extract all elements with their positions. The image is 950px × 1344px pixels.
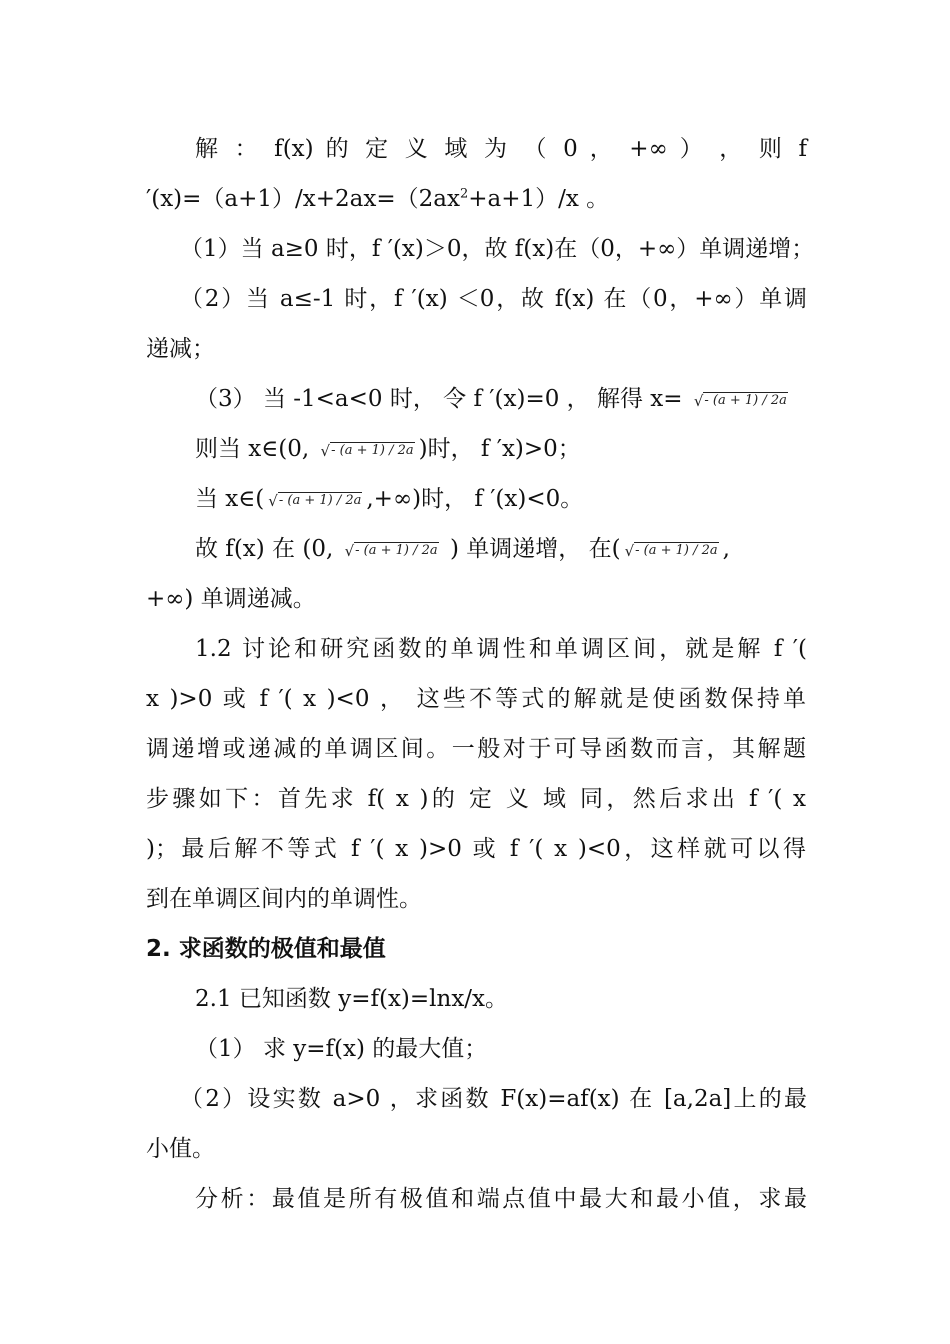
text-line (146, 184, 609, 214)
text-line (195, 384, 792, 414)
text-line (195, 434, 581, 464)
conclusion-text: 故 f(x) 在 (0, (195, 536, 334, 562)
sqrt-formula: √ - (a + 1) / 2a (268, 492, 362, 510)
text-line: 2.1 已知函数 y=f(x)=lnx/x。 (195, 986, 509, 1012)
sqrt-formula: √ - (a + 1) / 2a (320, 442, 414, 460)
interval-text: 则当 x∈(0, (195, 436, 310, 462)
text-line: 调递增或递减的单调区间。一般对于可导函数而言，其解题 (146, 736, 806, 762)
text-line: )；最后解不等式 f ′( x )>0 或 f ′( x )<0，这样就可以得 (146, 836, 806, 862)
superscript: 2 (459, 186, 469, 202)
sqrt-formula: √ - (a + 1) / 2a (693, 392, 787, 410)
conclusion-text-mid: ) 单调递增， 在( (449, 536, 621, 562)
conclusion-comma: , (722, 536, 730, 562)
text-line (195, 484, 583, 514)
text-line: 解 ： f(x) 的 定 义 域 为 （ 0 ， +∞ ） ， 则 f (195, 136, 807, 162)
text-line: 步骤如下：首先求 f( x )的 定 义 域 同，然后求出 f ′( x (146, 786, 806, 812)
text-line: （2）当 a≤-1 时，f ′(x) ＜0，故 f(x) 在（0，+∞）单调 (180, 286, 807, 312)
text-line (195, 534, 730, 564)
text-line: 分析：最值是所有极值和端点值中最大和最小值，求最 (195, 1186, 807, 1212)
text-line: x )>0 或 f ′( x )<0 ， 这些不等式的解就是使函数保持单 (146, 686, 806, 712)
text-line: 递减； (146, 336, 215, 362)
case-3-text: （3） 当 -1<a<0 时， 令 f ′(x)=0 ， 解得 x= (195, 386, 683, 412)
text-line: （1）当 a≥0 时，f ′(x)＞0，故 f(x)在（0，+∞）单调递增； (180, 236, 815, 262)
sqrt-formula: √ - (a + 1) / 2a (624, 542, 718, 560)
text-line: 小值。 (146, 1136, 215, 1162)
text-line: +∞) 单调递减。 (146, 586, 316, 612)
interval-text: 当 x∈( (195, 486, 265, 512)
derivative-formula-tail: +a+1）/x 。 (468, 186, 610, 212)
section-heading: 2. 求函数的极值和最值 (146, 936, 386, 962)
text-line: 1.2 讨论和研究函数的单调性和单调区间，就是解 f ′( (195, 636, 807, 662)
text-line: 到在单调区间内的单调性。 (146, 886, 422, 912)
text-line: （2）设实数 a>0 ，求函数 F(x)=af(x) 在 [a,2a]上的最 (180, 1086, 807, 1112)
interval-text-tail: ,+∞)时， f ′(x)<0。 (366, 486, 584, 512)
text-line: （1） 求 y=f(x) 的最大值； (195, 1036, 488, 1062)
derivative-formula: ′(x)=（a+1）/x+2ax=（2ax (146, 186, 460, 212)
interval-text-tail: )时， f ′x)>0； (418, 436, 581, 462)
sqrt-formula: √ - (a + 1) / 2a (344, 542, 438, 560)
